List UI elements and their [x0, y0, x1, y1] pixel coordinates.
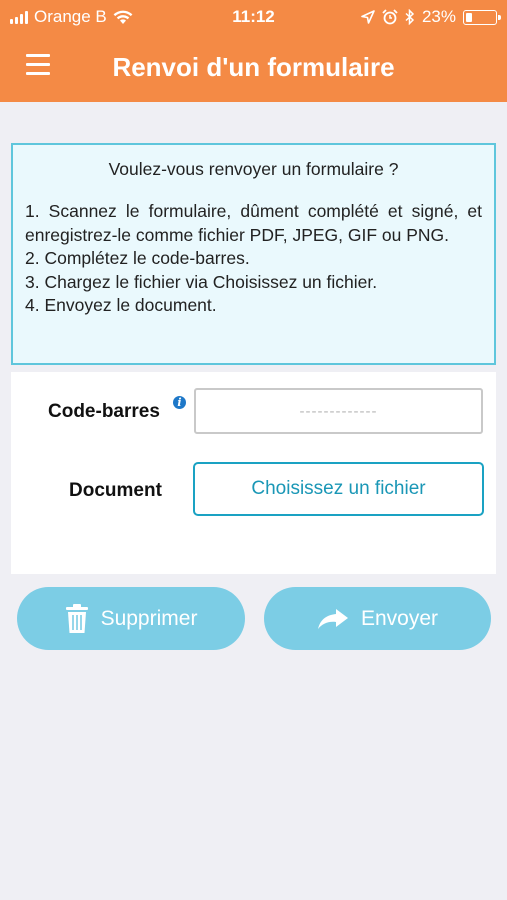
- document-label: Document: [69, 480, 162, 501]
- instruction-step: 4. Envoyez le document.: [25, 295, 217, 315]
- status-right: [361, 7, 497, 27]
- page-title: Renvoi d'un formulaire: [112, 52, 395, 82]
- barcode-input[interactable]: [194, 388, 483, 434]
- barcode-label: Code-barres: [48, 401, 160, 422]
- instruction-step: 1. Scannez le formulaire, dûment complété et signé, et enregistrez-le comme fichier PDF, JPEG, GIF ou PNG.: [25, 201, 482, 245]
- app-header: [0, 0, 507, 102]
- carrier-name: Orange B: [34, 7, 107, 26]
- location-icon: [361, 10, 375, 24]
- send-button-label: Envoyer: [360, 606, 439, 630]
- battery-icon: [463, 10, 497, 25]
- upload-form: [11, 372, 496, 574]
- share-arrow-icon: [317, 608, 349, 630]
- delete-button-label: Supprimer: [100, 606, 198, 630]
- choose-file-button[interactable]: Choisissez un fichier: [193, 462, 484, 516]
- instruction-step: 3. Chargez le fichier via Choisissez un fichier.: [25, 271, 378, 292]
- bluetooth-icon: [405, 9, 415, 25]
- info-icon[interactable]: i: [173, 396, 186, 409]
- instructions-panel: [11, 143, 496, 365]
- battery-percent: 23%: [421, 7, 456, 26]
- status-time: 11:12: [232, 7, 275, 26]
- instructions-list: [25, 200, 482, 318]
- send-button[interactable]: [264, 587, 491, 650]
- alarm-icon: [382, 9, 398, 25]
- delete-button[interactable]: [17, 587, 245, 650]
- instructions-heading: Voulez-vous renvoyer un formulaire ?: [108, 159, 399, 179]
- instruction-step: 2. Complétez le code-barres.: [25, 248, 250, 268]
- status-bar: [0, 0, 507, 34]
- trash-icon: [65, 604, 89, 634]
